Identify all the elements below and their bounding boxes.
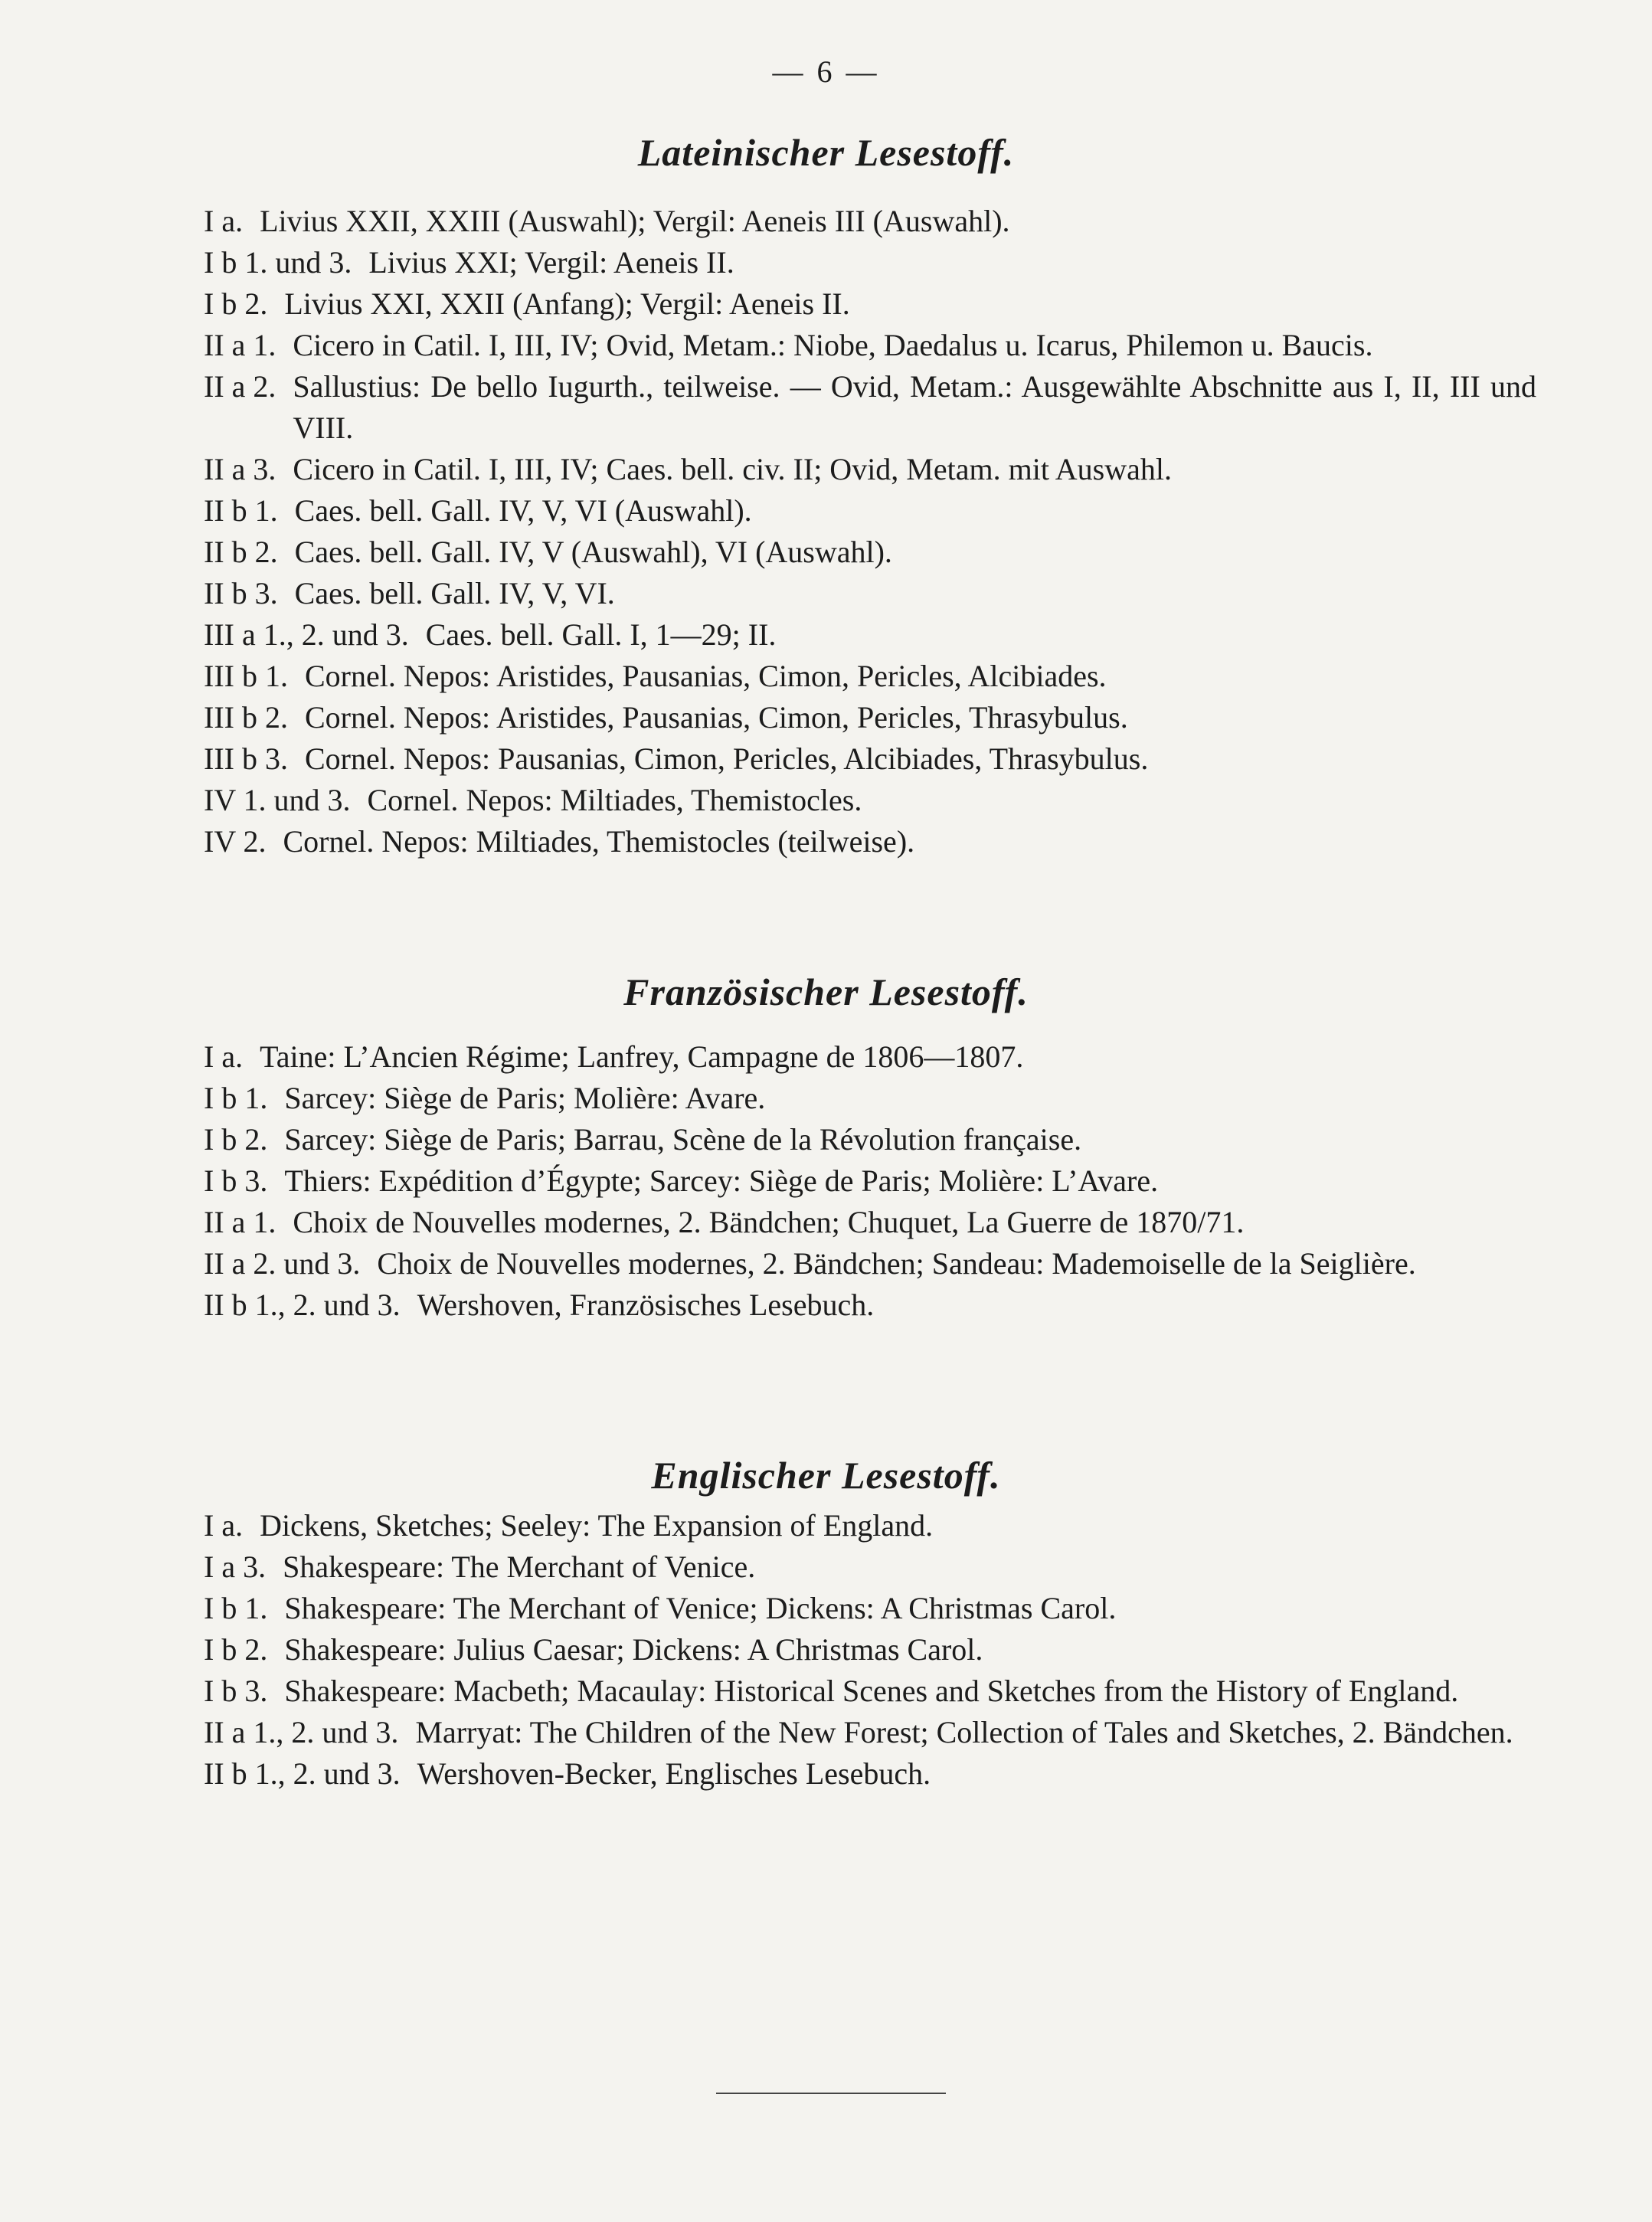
entry-text: Cornel. Nepos: Aristides, Pausanias, Cimon, Pericles, Thrasybulus. xyxy=(304,700,1128,735)
entry-label: II a 1. xyxy=(204,1205,276,1239)
list-item xyxy=(204,614,1536,656)
entry-text: Wershoven-Becker, Englisches Lesebuch. xyxy=(417,1756,931,1791)
list-item xyxy=(204,1712,1536,1753)
entry-text: Caes. bell. Gall. IV, V, VI. xyxy=(294,576,615,610)
english-entry-list xyxy=(204,1505,1536,1795)
list-item xyxy=(204,1546,1536,1588)
list-item xyxy=(204,573,1536,614)
list-item xyxy=(204,1284,1536,1326)
list-item xyxy=(204,1505,1536,1546)
section-title-english: Englischer Lesestoff. xyxy=(651,1454,1001,1497)
french-entry-list xyxy=(204,1036,1536,1326)
list-item xyxy=(204,1078,1536,1119)
entry-text: Cornel. Nepos: Pausanias, Cimon, Pericles, Alcibiades, Thrasybulus. xyxy=(304,741,1149,776)
entry-text: Wershoven, Französisches Lesebuch. xyxy=(417,1288,875,1322)
entry-label: IV 1. und 3. xyxy=(204,783,351,817)
entry-label: I b 1. xyxy=(204,1591,268,1625)
entry-text: Choix de Nouvelles modernes, 2. Bändchen; Sandeau: Mademoiselle de la Seiglière. xyxy=(377,1246,1416,1281)
entry-label: IV 2. xyxy=(204,824,267,859)
entry-label: III b 2. xyxy=(204,700,288,735)
list-item xyxy=(204,1671,1536,1712)
entry-label: I b 3. xyxy=(204,1674,268,1708)
entry-text: Taine: L’Ancien Régime; Lanfrey, Campagne de 1806—1807. xyxy=(260,1039,1024,1074)
list-item xyxy=(204,283,1536,325)
list-item xyxy=(204,449,1536,490)
list-item xyxy=(204,1036,1536,1078)
entry-text: Sarcey: Siège de Paris; Barrau, Scène de la Révolution française. xyxy=(284,1122,1082,1157)
list-item xyxy=(204,1753,1536,1795)
page-number: — 6 — xyxy=(772,54,880,89)
entry-label: I b 2. xyxy=(204,1632,268,1667)
entry-label: I b 1. xyxy=(204,1081,268,1115)
section-title-french: Französischer Lesestoff. xyxy=(623,970,1029,1013)
entry-text: Livius XXII, XXIII (Auswahl); Vergil: Aeneis III (Auswahl). xyxy=(260,204,1010,238)
entry-label: I a. xyxy=(204,1039,244,1074)
entry-text: Shakespeare: The Merchant of Venice. xyxy=(283,1550,756,1584)
entry-label: III a 1., 2. und 3. xyxy=(204,617,409,652)
entry-text: Cornel. Nepos: Miltiades, Themistocles. xyxy=(367,783,862,817)
list-item xyxy=(204,242,1536,283)
entry-label: II a 2. xyxy=(204,369,276,404)
list-item xyxy=(204,1243,1536,1284)
entry-text: Cornel. Nepos: Aristides, Pausanias, Cimon, Pericles, Alcibiades. xyxy=(304,659,1107,693)
list-item xyxy=(204,1629,1536,1671)
entry-label: I a. xyxy=(204,204,244,238)
entry-text: Caes. bell. Gall. I, 1—29; II. xyxy=(425,617,777,652)
entry-text: Sarcey: Siège de Paris; Molière: Avare. xyxy=(284,1081,766,1115)
entry-label: I a 3. xyxy=(204,1550,267,1584)
entry-label: II b 3. xyxy=(204,576,278,610)
entry-text: Shakespeare: Julius Caesar; Dickens: A Christmas Carol. xyxy=(284,1632,983,1667)
closing-rule xyxy=(716,2093,946,2094)
entry-text: Marryat: The Children of the New Forest; Collection of Tales and Sketches, 2. Bändchen. xyxy=(415,1715,1513,1749)
list-item xyxy=(204,1160,1536,1202)
list-item xyxy=(204,780,1536,821)
list-item xyxy=(204,1202,1536,1243)
list-item xyxy=(204,738,1536,780)
entry-text: Cicero in Catil. I, III, IV; Ovid, Metam.: Niobe, Daedalus u. Icarus, Philemon u. Baucis. xyxy=(293,328,1373,362)
entry-label: I a. xyxy=(204,1508,244,1543)
entry-label: I b 1. und 3. xyxy=(204,245,352,280)
entry-label: II b 1. xyxy=(204,493,278,528)
section-title-latin: Lateinischer Lesestoff. xyxy=(637,131,1015,174)
entry-text: Cornel. Nepos: Miltiades, Themistocles (teilweise). xyxy=(283,824,915,859)
entry-label: II b 1., 2. und 3. xyxy=(204,1756,401,1791)
list-item xyxy=(204,656,1536,697)
entry-label: II a 3. xyxy=(204,452,276,486)
entry-text: Thiers: Expédition d’Égypte; Sarcey: Siège de Paris; Molière: L’Avare. xyxy=(284,1163,1159,1198)
entry-text: Shakespeare: The Merchant of Venice; Dickens: A Christmas Carol. xyxy=(284,1591,1117,1625)
list-item xyxy=(204,697,1536,738)
list-item xyxy=(204,1588,1536,1629)
entry-text: Caes. bell. Gall. IV, V, VI (Auswahl). xyxy=(294,493,752,528)
entry-text: Shakespeare: Macbeth; Macaulay: Historical Scenes and Sketches from the History of England. xyxy=(284,1674,1459,1708)
list-item xyxy=(204,1119,1536,1160)
entry-text: Livius XXI; Vergil: Aeneis II. xyxy=(368,245,734,280)
entry-text: Choix de Nouvelles modernes, 2. Bändchen; Chuquet, La Guerre de 1870/71. xyxy=(293,1205,1245,1239)
entry-text: Sallustius: De bello Iugurth., teilweise. — Ovid, Metam.: Ausgewählte Abschnitte aus I, II, III und VIII. xyxy=(293,369,1536,445)
entry-text: Dickens, Sketches; Seeley: The Expansion of England. xyxy=(260,1508,934,1543)
entry-label: II a 1., 2. und 3. xyxy=(204,1715,399,1749)
entry-text: Livius XXI, XXII (Anfang); Vergil: Aeneis II. xyxy=(284,286,850,321)
list-item xyxy=(204,325,1536,366)
list-item xyxy=(204,201,1536,242)
entry-text: Cicero in Catil. I, III, IV; Caes. bell. civ. II; Ovid, Metam. mit Auswahl. xyxy=(293,452,1172,486)
entry-label: III b 3. xyxy=(204,741,288,776)
entry-label: I b 2. xyxy=(204,286,268,321)
latin-entry-list xyxy=(204,201,1536,862)
list-item xyxy=(204,532,1536,573)
entry-label: I b 2. xyxy=(204,1122,268,1157)
list-item xyxy=(204,366,1536,449)
entry-text: Caes. bell. Gall. IV, V (Auswahl), VI (Auswahl). xyxy=(294,535,892,569)
entry-label: II b 1., 2. und 3. xyxy=(204,1288,401,1322)
entry-label: II a 2. und 3. xyxy=(204,1246,361,1281)
list-item xyxy=(204,821,1536,862)
entry-label: II a 1. xyxy=(204,328,276,362)
entry-label: II b 2. xyxy=(204,535,278,569)
list-item xyxy=(204,490,1536,532)
entry-label: I b 3. xyxy=(204,1163,268,1198)
entry-label: III b 1. xyxy=(204,659,288,693)
